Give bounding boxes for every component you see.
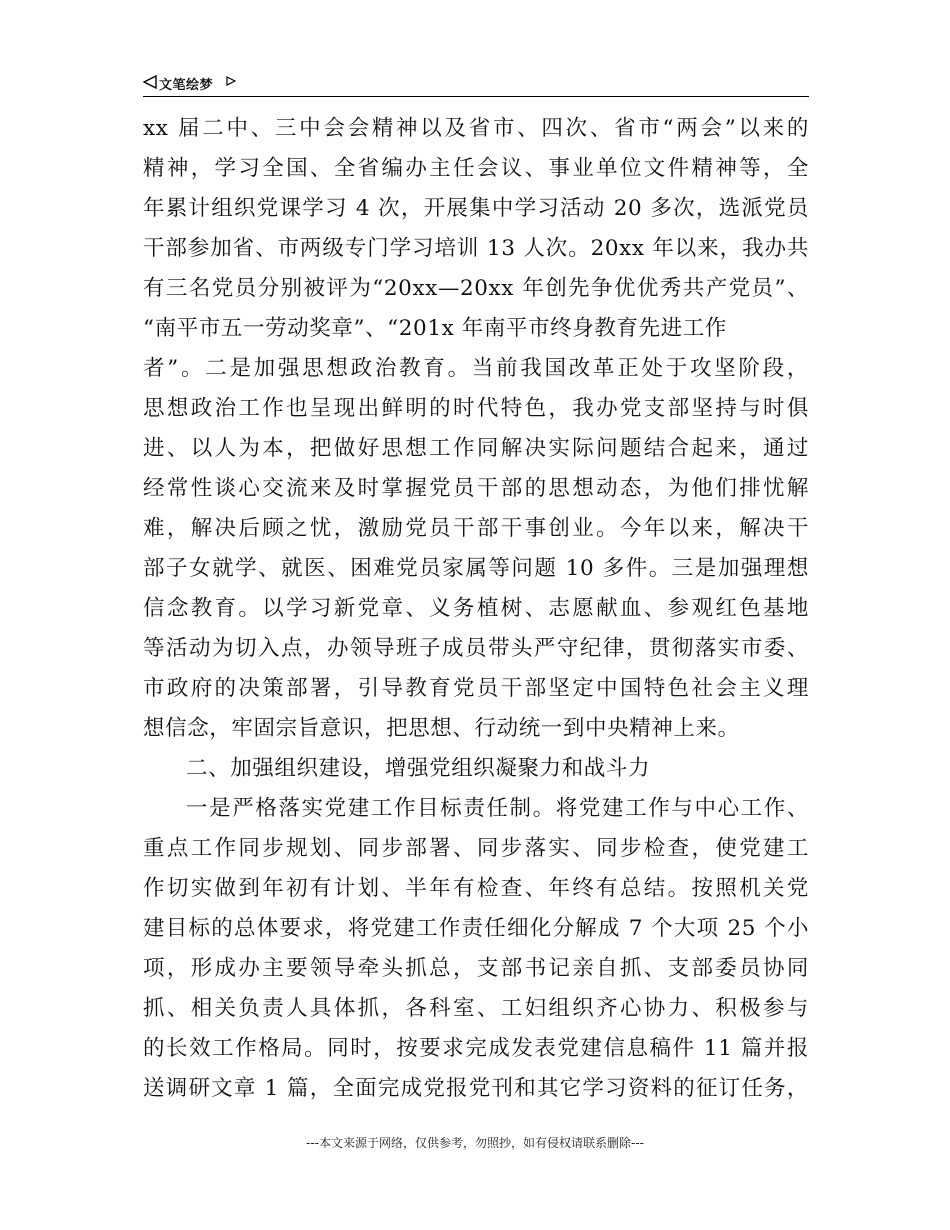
body-line: 重点工作同步规划、同步部署、同步落实、同步检查，使党建工 [143,836,809,861]
body-line: 送调研文章 1 篇，全面完成党报党刊和其它学习资料的征订任务， [143,1076,809,1101]
body-line: 项，形成办主要领导牵头抓总，支部书记亲自抓、支部委员协同 [143,956,809,981]
body-line: 进、以人为本，把做好思想工作同解决实际问题结合起来，通过 [143,436,809,461]
header-title: 文笔绘梦 [159,78,214,93]
body-line: 经常性谈心交流来及时掌握党员干部的思想动态，为他们排忧解 [143,476,809,501]
body-line: 的长效工作格局。同时，按要求完成发表党建信息稿件 11 篇并报 [143,1036,809,1061]
section-heading: 二、加强组织建设，增强党组织凝聚力和战斗力 [186,756,651,781]
body-line: 精神，学习全国、全省编办主任会议、事业单位文件精神等，全 [143,156,809,181]
body-line: 市政府的决策部署，引导教育党员干部坚定中国特色社会主义理 [143,676,809,701]
page-header [143,72,809,97]
body-line: 建目标的总体要求，将党建工作责任细化分解成 7 个大项 25 个小 [143,916,809,941]
body-line: 一是严格落实党建工作目标责任制。将党建工作与中心工作、 [186,796,809,821]
body-line: 难，解决后顾之忧，激励党员干部干事创业。今年以来，解决干 [143,516,809,541]
body-line: 想信念，牢固宗旨意识，把思想、行动统一到中央精神上来。 [143,716,740,741]
body-line: 信念教育。以学习新党章、义务植树、志愿献血、参观红色基地 [143,596,809,621]
document-body [143,109,809,1109]
left-triangle-icon [143,75,157,89]
body-line: 抓、相关负责人具体抓，各科室、工妇组织齐心协力、积极参与 [143,996,809,1021]
body-line: xx 届二中、三中会会精神以及省市、四次、省市“两会”以来的 [143,116,809,141]
body-line: 干部参加省、市两级专门学习培训 13 人次。20xx 年以来，我办共 [143,236,809,261]
body-line: 者”。二是加强思想政治教育。当前我国改革正处于攻坚阶段， [143,356,809,381]
body-line: 等活动为切入点，办领导班子成员带头严守纪律，贯彻落实市委、 [143,636,809,661]
body-line: “南平市五一劳动奖章”、“201x 年南平市终身教育先进工作 [143,316,727,341]
body-line: 思想政治工作也呈现出鲜明的时代特色，我办党支部坚持与时俱 [143,396,809,421]
body-line: 部子女就学、就医、困难党员家属等问题 10 多件。三是加强理想 [143,556,809,581]
body-line: 年累计组织党课学习 4 次，开展集中学习活动 20 多次，选派党员 [143,196,809,221]
body-line: 作切实做到年初有计划、半年有检查、年终有总结。按照机关党 [143,876,809,901]
right-triangle-icon [226,76,236,86]
page-footer: ---本文来源于网络，仅供参考，勿照抄，如有侵权请联系删除--- [306,1136,644,1150]
body-line: 有三名党员分别被评为“20xx—20xx 年创先争优优秀共产党员”、 [143,276,809,301]
